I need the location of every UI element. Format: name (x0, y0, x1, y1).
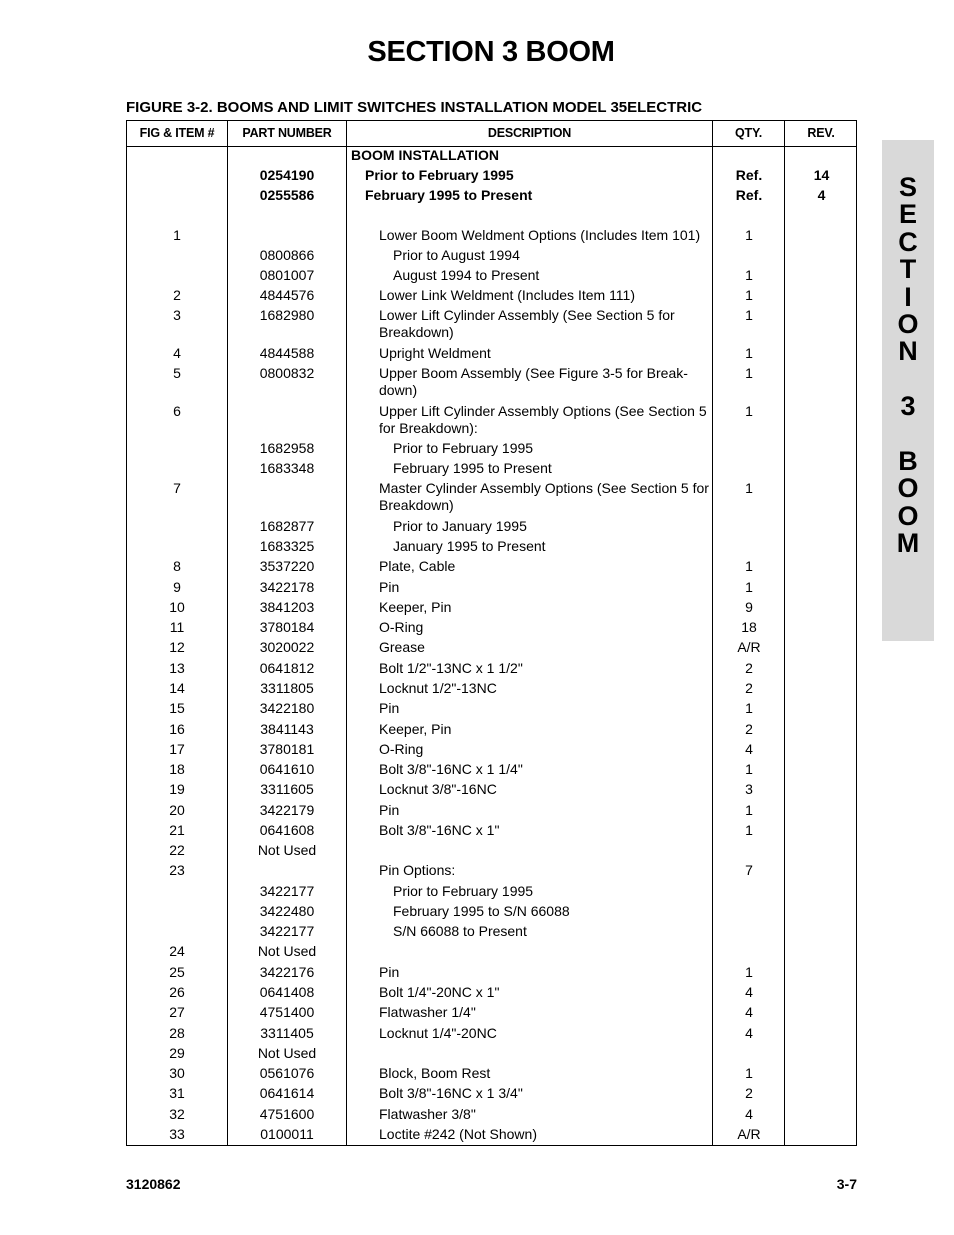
quantity: 1 (745, 267, 753, 283)
table-row (127, 287, 856, 307)
item-number: 24 (169, 943, 185, 959)
quantity: 4 (745, 1106, 753, 1122)
quantity: Ref. (735, 167, 763, 183)
description: Prior to February 1995 (365, 167, 514, 183)
table-row (127, 964, 856, 984)
description: Pin Options: (379, 862, 456, 878)
description: Lower Link Weldment (Includes Item 111) (379, 287, 636, 303)
table-row (127, 538, 856, 558)
table-row (127, 822, 856, 842)
quantity: 9 (745, 599, 753, 615)
description: O-Ring (379, 619, 424, 635)
quantity: 1 (745, 822, 753, 838)
side-tab-letter (882, 421, 934, 448)
table-row (127, 639, 856, 660)
description: Loctite #242 (Not Shown) (379, 1126, 537, 1142)
part-number: 0641614 (259, 1085, 315, 1101)
description: Upper Boom Assembly (See Figure 3-5 for Break- (379, 365, 688, 381)
side-tab-letter: O (897, 500, 919, 531)
table-row (127, 660, 856, 680)
quantity: 2 (745, 680, 753, 696)
side-tab-letters (882, 174, 934, 558)
description: Pin (379, 579, 400, 595)
item-number: 25 (169, 964, 185, 980)
item-number: 7 (173, 480, 181, 496)
table-row (127, 1085, 856, 1106)
description: Upper Lift Cylinder Assembly Options (See Section 5 (379, 403, 707, 419)
part-number: 0641608 (259, 822, 315, 838)
table-row (127, 460, 856, 480)
description: Grease (379, 639, 425, 655)
description: Flatwasher 3/8" (379, 1106, 476, 1122)
item-number: 19 (169, 781, 185, 797)
description: Bolt 3/8"-16NC x 1 1/4" (379, 761, 523, 777)
table-row (127, 187, 856, 227)
table-row (127, 721, 856, 741)
quantity: 4 (745, 984, 753, 1000)
table-row (127, 147, 856, 167)
description: Flatwasher 1/4" (379, 1004, 476, 1020)
part-number: 3422480 (259, 903, 315, 919)
item-number: 2 (173, 287, 181, 303)
table-row (127, 440, 856, 460)
table-row (127, 680, 856, 700)
description: Bolt 3/8"-16NC x 1 3/4" (379, 1085, 523, 1101)
part-number: 3780181 (259, 741, 315, 757)
part-number: 1682958 (259, 440, 315, 456)
quantity: 1 (745, 345, 753, 361)
table-row (127, 480, 856, 518)
quantity: 1 (745, 700, 753, 716)
table-row (127, 842, 856, 862)
description: BOOM INSTALLATION (351, 147, 500, 163)
description: Pin (379, 802, 400, 818)
item-number: 3 (173, 307, 181, 323)
part-number: 1683348 (259, 460, 315, 476)
part-number: 0641812 (259, 660, 315, 676)
table-row (127, 883, 856, 903)
quantity: 18 (741, 619, 757, 635)
item-number: 20 (169, 802, 185, 818)
quantity: 1 (745, 227, 753, 243)
table-row (127, 943, 856, 964)
description: Prior to February 1995 (393, 440, 534, 456)
part-number: 3537220 (259, 558, 315, 574)
part-number: 3422179 (259, 802, 315, 818)
table-row (127, 802, 856, 822)
description: Keeper, Pin (379, 599, 452, 615)
item-number: 13 (169, 660, 185, 676)
item-number: 17 (169, 741, 185, 757)
side-tab-letter: B (898, 446, 918, 477)
item-number: 16 (169, 721, 185, 737)
table-row (127, 741, 856, 761)
table-row (127, 1045, 856, 1065)
table-row (127, 267, 856, 287)
item-number: 32 (169, 1106, 185, 1122)
description: Prior to August 1994 (393, 247, 520, 263)
table-row (127, 1025, 856, 1045)
quantity: 1 (745, 1065, 753, 1081)
table-row (127, 761, 856, 781)
quantity: A/R (737, 1126, 761, 1142)
item-number: 6 (173, 403, 181, 419)
item-number: 33 (169, 1126, 185, 1142)
part-number: 1682877 (259, 518, 315, 534)
table-row (127, 558, 856, 579)
header-part-number: PART NUMBER (242, 126, 332, 140)
header-rev: REV. (807, 126, 835, 140)
table-row (127, 345, 856, 365)
description: January 1995 to Present (393, 538, 546, 554)
quantity: 1 (745, 307, 753, 323)
description: Locknut 1/4"-20NC (379, 1025, 497, 1041)
description: Master Cylinder Assembly Options (See Section 5 for (379, 480, 709, 496)
description: February 1995 to Present (393, 460, 552, 476)
side-tab-letter: I (904, 281, 912, 312)
quantity: 2 (745, 721, 753, 737)
item-number: 18 (169, 761, 185, 777)
part-number: 0641408 (259, 984, 315, 1000)
header-qty: QTY. (735, 126, 762, 140)
description: Prior to January 1995 (393, 518, 527, 534)
quantity: 1 (745, 761, 753, 777)
side-tab-letter: E (898, 199, 917, 230)
table-row (127, 518, 856, 538)
part-number: 3311805 (260, 680, 314, 696)
revision: 4 (817, 187, 826, 203)
table-row (127, 619, 856, 639)
quantity: 1 (745, 287, 753, 303)
item-number: 30 (169, 1065, 185, 1081)
revision: 14 (813, 167, 830, 183)
item-number: 11 (169, 619, 185, 635)
description: Locknut 1/2"-13NC (379, 680, 497, 696)
item-number: 21 (169, 822, 185, 838)
item-number: 22 (169, 842, 185, 858)
part-number: 3020022 (259, 639, 315, 655)
side-tab-letter: T (899, 254, 917, 285)
quantity: 1 (745, 964, 753, 980)
item-number: 12 (169, 639, 185, 655)
quantity: 1 (745, 480, 753, 496)
side-tab-letter: C (898, 226, 918, 257)
quantity: 4 (745, 741, 753, 757)
item-number: 26 (169, 984, 185, 1000)
description: Upright Weldment (379, 345, 491, 361)
part-number: 0255586 (259, 187, 315, 203)
part-number: 4751400 (259, 1004, 315, 1020)
quantity: 4 (745, 1025, 753, 1041)
section-title: SECTION 3 BOOM (367, 36, 615, 68)
quantity: 4 (745, 1004, 753, 1020)
part-number: 0800832 (259, 365, 315, 381)
item-number: 23 (169, 862, 185, 878)
description: Locknut 3/8"-16NC (379, 781, 497, 797)
description-continued: down) (379, 382, 418, 398)
part-number: 0254190 (259, 167, 315, 183)
part-number: 3311605 (260, 781, 314, 797)
table-row (127, 903, 856, 923)
item-number: 4 (173, 345, 181, 361)
description-continued: for Breakdown): (379, 420, 478, 436)
side-tab-letter: O (897, 473, 919, 504)
item-number: 27 (169, 1004, 185, 1020)
item-number: 5 (173, 365, 181, 381)
part-number: 3422177 (259, 923, 315, 939)
description: Pin (379, 700, 400, 716)
table-row (127, 984, 856, 1004)
description: Lower Boom Weldment Options (Includes Item 101) (379, 227, 701, 243)
quantity: 1 (745, 365, 753, 381)
part-number: 3780184 (259, 619, 315, 635)
quantity: Ref. (735, 187, 763, 203)
table-row (127, 862, 856, 883)
part-number: 4751600 (259, 1106, 315, 1122)
item-number: 1 (173, 227, 181, 243)
side-tab-letter: O (897, 309, 919, 340)
table-row (127, 167, 856, 187)
table-row (127, 923, 856, 943)
item-number: 10 (169, 599, 185, 615)
quantity: 1 (745, 558, 753, 574)
item-number: 28 (169, 1025, 185, 1041)
part-number: 1683325 (259, 538, 315, 554)
table-row (127, 1126, 856, 1146)
section-side-tab (882, 140, 934, 641)
description: Block, Boom Rest (379, 1065, 491, 1081)
description: O-Ring (379, 741, 424, 757)
page-number: 3-7 (836, 1176, 857, 1192)
item-number: 14 (169, 680, 185, 696)
item-number: 29 (169, 1045, 185, 1061)
part-number: 0100011 (260, 1126, 314, 1142)
description: February 1995 to S/N 66088 (393, 903, 570, 919)
parts-table (126, 120, 857, 1146)
description: Plate, Cable (379, 558, 456, 574)
part-number: 4844576 (259, 287, 315, 303)
item-number: 9 (173, 579, 181, 595)
table-row (127, 307, 856, 345)
table-row (127, 599, 856, 619)
part-number: 0641610 (259, 761, 315, 777)
description: August 1994 to Present (393, 267, 540, 283)
table-row (127, 1004, 856, 1025)
description-continued: Breakdown) (379, 497, 454, 513)
table-body (127, 147, 856, 1146)
description-continued: Breakdown) (379, 324, 454, 340)
part-number: Not Used (257, 1045, 317, 1061)
table-row (127, 1065, 856, 1085)
table-row (127, 700, 856, 721)
description: Bolt 3/8"-16NC x 1" (379, 822, 500, 838)
part-number: 3841203 (259, 599, 315, 615)
table-row (127, 365, 856, 403)
quantity: 2 (745, 660, 753, 676)
part-number: 4844588 (259, 345, 315, 361)
table-row (127, 247, 856, 267)
description: Bolt 1/2"-13NC x 1 1/2" (379, 660, 523, 676)
description: Lower Lift Cylinder Assembly (See Section 5 for (379, 307, 675, 323)
quantity: 1 (745, 802, 753, 818)
header-item: FIG & ITEM # (139, 126, 215, 140)
part-number: 0800866 (259, 247, 315, 263)
part-number: 3422176 (259, 964, 315, 980)
quantity: 3 (745, 781, 753, 797)
table-row (127, 403, 856, 440)
description: Keeper, Pin (379, 721, 452, 737)
side-tab-letter (882, 366, 934, 393)
table-row (127, 227, 856, 247)
part-number: 0561076 (259, 1065, 315, 1081)
part-number: 3311405 (260, 1025, 314, 1041)
table-row (127, 579, 856, 599)
side-tab-letter: M (896, 528, 920, 559)
part-number: 1682980 (259, 307, 315, 323)
description: Pin (379, 964, 400, 980)
quantity: 7 (745, 862, 753, 878)
side-tab-letter: 3 (900, 391, 916, 422)
part-number: 3422178 (259, 579, 315, 595)
item-number: 31 (169, 1085, 185, 1101)
part-number: 3422177 (259, 883, 315, 899)
table-row (127, 1106, 856, 1126)
quantity: 1 (745, 403, 753, 419)
part-number: Not Used (257, 842, 317, 858)
item-number: 8 (173, 558, 181, 574)
quantity: 2 (745, 1085, 753, 1101)
doc-number: 3120862 (126, 1176, 181, 1192)
table-row (127, 781, 856, 802)
part-number: 3422180 (259, 700, 315, 716)
description: Bolt 1/4"-20NC x 1" (379, 984, 500, 1000)
description: February 1995 to Present (365, 187, 533, 203)
description: Prior to February 1995 (393, 883, 534, 899)
part-number: 3841143 (260, 721, 314, 737)
header-description: DESCRIPTION (487, 126, 572, 140)
quantity: 1 (745, 579, 753, 595)
quantity: A/R (737, 639, 761, 655)
figure-title: FIGURE 3-2. BOOMS AND LIMIT SWITCHES INSTALLATION MODEL 35ELECTRIC (126, 99, 703, 116)
description: S/N 66088 to Present (393, 923, 527, 939)
side-tab-letter: N (898, 336, 918, 367)
side-tab-letter: S (898, 172, 917, 202)
part-number: Not Used (257, 943, 317, 959)
part-number: 0801007 (259, 267, 315, 283)
item-number: 15 (169, 700, 185, 716)
